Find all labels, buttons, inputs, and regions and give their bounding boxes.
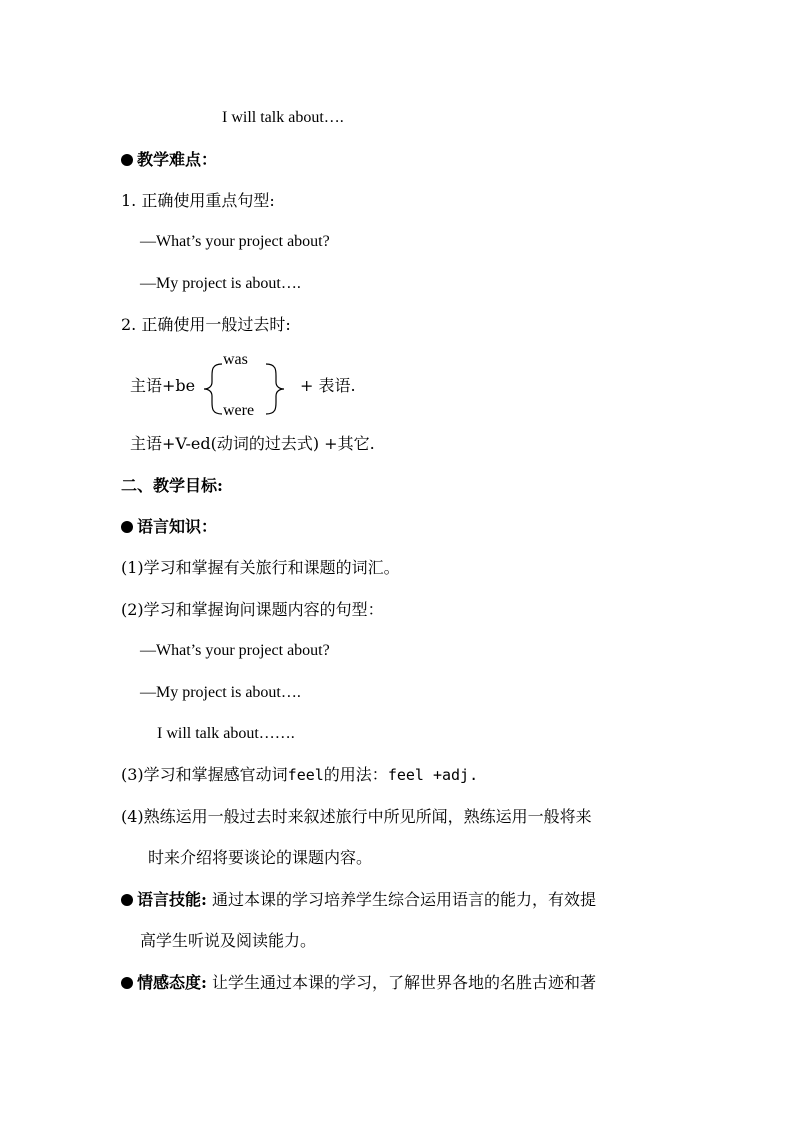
emotion-heading: 情感态度: (137, 973, 207, 992)
formula-was: was (223, 351, 248, 368)
objective-1: (1)学习和掌握有关旅行和课题的词汇。 (121, 558, 400, 577)
bullet-icon (121, 894, 133, 906)
sentence-talk-about: I will talk about…. (222, 109, 344, 126)
bullet-icon (121, 154, 133, 166)
feel-adj-pattern: feel +adj. (387, 766, 479, 784)
item-2: 2. 正确使用一般过去时: (121, 315, 291, 334)
formula-rest: + 表语. (300, 376, 356, 395)
dialog-answer: —My project is about…. (140, 275, 301, 292)
objective-3-mid: 的用法： (323, 765, 388, 784)
section-2-heading: 二、教学目标: (121, 476, 223, 495)
heading-difficulties (121, 150, 217, 170)
language-skills-line-2: 高学生听说及阅读能力。 (140, 931, 317, 950)
sentence-talk-about-2: I will talk about……. (157, 725, 295, 742)
skills-heading: 语言技能: (137, 890, 207, 909)
dialog-question: —What’s your project about? (140, 233, 330, 250)
dialog-answer-2: —My project is about…. (140, 684, 301, 701)
emotional-attitude (121, 973, 596, 993)
item-1: 1. 正确使用重点句型: (121, 191, 275, 210)
formula-2: 主语+V-ed(动词的过去式) +其它. (130, 434, 375, 453)
objective-3-text: (3)学习和掌握感官动词 (121, 765, 288, 784)
objective-2: (2)学习和掌握询问课题内容的句型： (121, 600, 384, 619)
objective-3 (121, 765, 478, 785)
objective-4-line-1: (4)熟练运用一般过去时来叙述旅行中所见所闻，熟练运用一般将来 (121, 807, 592, 826)
bullet-icon (121, 521, 133, 533)
objective-4-line-2: 时来介绍将要谈论的课题内容。 (148, 848, 373, 867)
bullet-icon (121, 977, 133, 989)
heading-text: 教学难点： (137, 150, 218, 169)
emotion-text: 让学生通过本课的学习，了解世界各地的名胜古迹和著 (206, 973, 597, 992)
feel-word: feel (287, 766, 324, 784)
heading-text: 语言知识： (137, 517, 218, 536)
heading-language-knowledge (121, 517, 217, 537)
language-skills (121, 890, 596, 910)
skills-text: 通过本课的学习培养学生综合运用语言的能力，有效提 (206, 890, 597, 909)
formula-were: were (223, 402, 255, 419)
formula-subject-be: 主语+be (130, 376, 196, 395)
dialog-question-2: —What’s your project about? (140, 642, 330, 659)
